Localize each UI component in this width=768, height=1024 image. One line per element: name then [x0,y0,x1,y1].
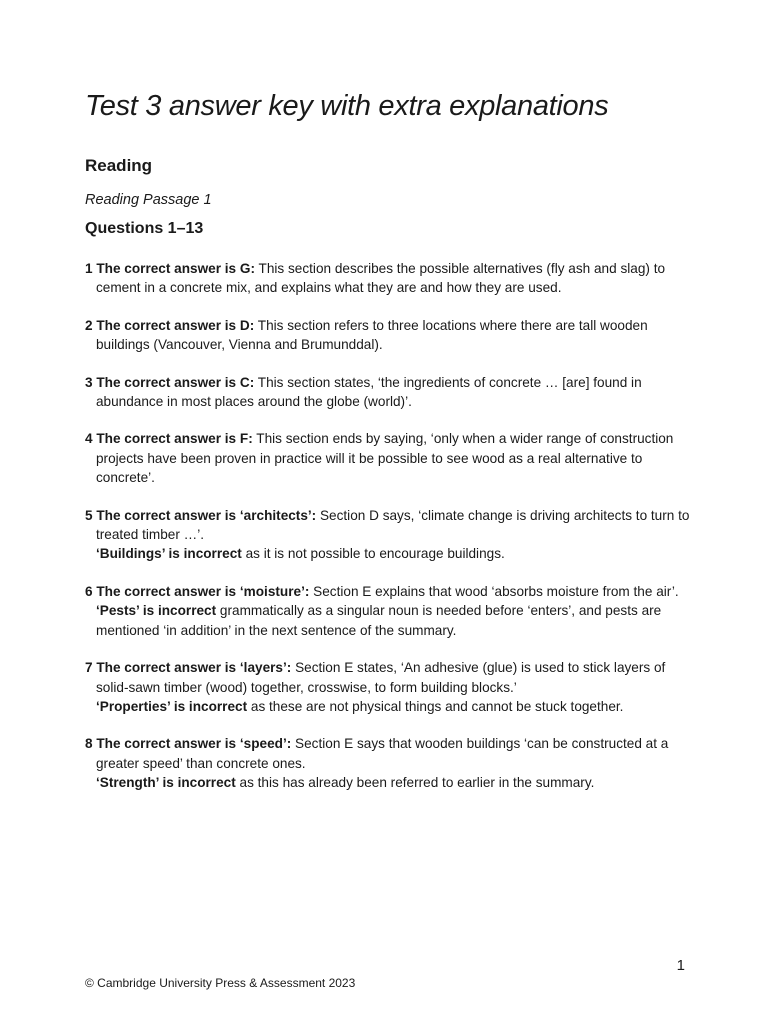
answer-main [85,734,695,773]
answer-lead: The correct answer is ‘moisture’: [96,583,310,599]
answer-number: 6 [85,583,93,599]
answer-number: 2 [85,317,93,333]
answer-lead: The correct answer is D: [96,317,255,333]
answer-text: Section E says that wooden buildings ‘can be constructed at a greater speed’ than concrete ones. [96,736,669,771]
passage-heading: Reading Passage 1 [85,192,212,208]
answer-item [85,734,695,792]
answer-list [85,259,695,811]
incorrect-note [85,697,695,716]
incorrect-text: as these are not physical things and cannot be stuck together. [247,698,624,714]
answer-main [85,259,695,298]
questions-heading: Questions 1–13 [85,220,204,237]
section-heading: Reading [85,156,153,175]
incorrect-note [85,601,695,640]
incorrect-note [85,544,695,563]
incorrect-lead: ‘Buildings’ is incorrect [96,546,242,562]
page-number: 1 [676,957,685,974]
incorrect-lead: ‘Strength’ is incorrect [96,775,236,791]
answer-item [85,658,695,716]
answer-number: 4 [85,431,93,447]
answer-item [85,506,695,564]
answer-main [85,373,695,412]
incorrect-lead: ‘Properties’ is incorrect [96,698,248,714]
incorrect-text: grammatically as a singular noun is needed before ‘enters’, and pests are mentioned ‘in addition’ in the next sentence of the summary. [96,603,662,638]
answer-number: 7 [85,660,93,676]
answer-main [85,582,695,601]
answer-item [85,373,695,412]
answer-text: This section describes the possible alternatives (fly ash and slag) to cement in a concrete mix, and explains what they are and how they are used. [96,261,666,296]
answer-item [85,582,695,640]
answer-item [85,429,695,487]
answer-main [85,429,695,487]
copyright-footer: © Cambridge University Press & Assessment 2023 [85,976,356,990]
answer-lead: The correct answer is C: [96,374,255,390]
answer-number: 1 [85,261,93,276]
answer-number: 5 [85,507,93,523]
answer-item [85,316,695,355]
answer-lead: The correct answer is G: [96,261,255,276]
answer-text: This section states, ‘the ingredients of concrete … [are] found in abundance in most places around the globe (world)’. [96,374,642,410]
answer-item [85,259,695,298]
incorrect-text: as it is not possible to encourage buildings. [241,546,505,562]
answer-lead: The correct answer is ‘layers’: [96,660,292,676]
incorrect-note [85,773,695,792]
answer-text: This section ends by saying, ‘only when a wider range of construction projects have been proven in practice will it be possible to see wood as a real alternative to concrete’. [96,431,674,486]
answer-text: Section E states, ‘An adhesive (glue) is used to stick layers of solid-sawn timber (wood) together, crosswise, to form building blocks.’ [96,660,666,695]
answer-text: Section E explains that wood ‘absorbs moisture from the air’. [309,583,679,599]
answer-number: 3 [85,374,93,390]
answer-lead: The correct answer is ‘speed’: [96,736,292,752]
answer-lead: The correct answer is F: [96,431,253,447]
answer-text: Section D says, ‘climate change is driving architects to turn to treated timber …’. [96,507,690,543]
answer-text: This section refers to three locations where there are tall wooden buildings (Vancouver, Vienna and Brumunddal). [96,317,648,353]
answer-number: 8 [85,736,93,752]
incorrect-lead: ‘Pests’ is incorrect [96,603,217,619]
document-title: Test 3 answer key with extra explanations [85,90,609,122]
incorrect-text: as this has already been referred to earlier in the summary. [235,775,595,791]
answer-main [85,658,695,697]
answer-main [85,506,695,545]
answer-main [85,316,695,355]
answer-lead: The correct answer is ‘architects’: [96,507,317,523]
